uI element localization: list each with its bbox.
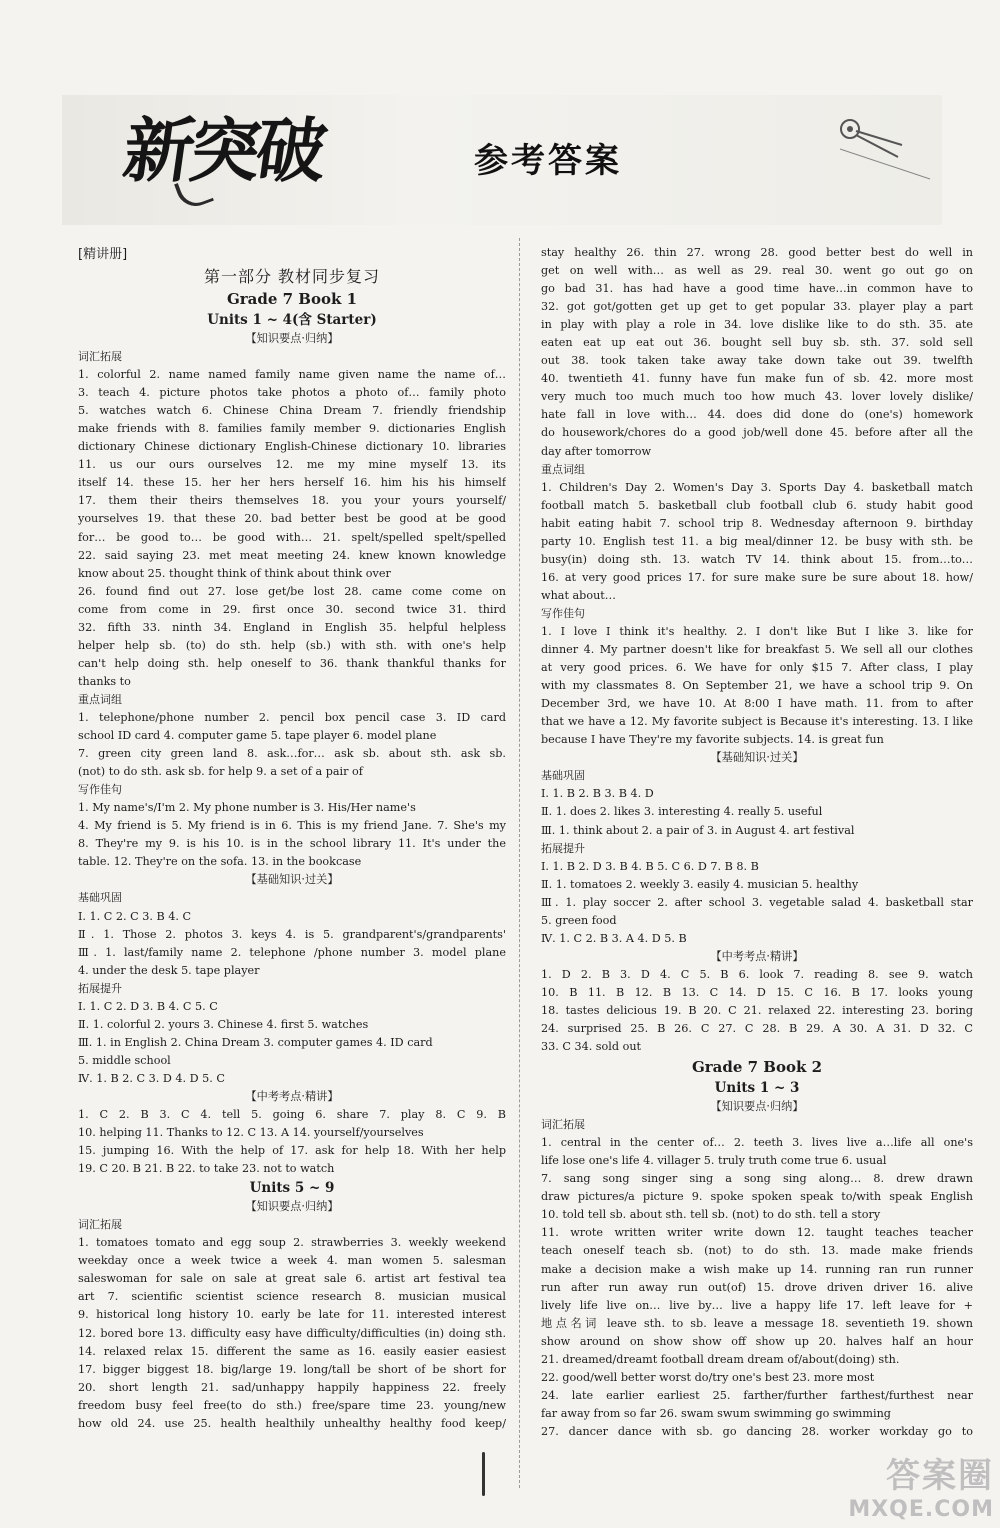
brand-logo: 新突破 [118,109,329,192]
left-part-heading: 第一部分 教材同步复习 [203,267,381,286]
right-answer-line: that we have a 12. My favorite subject is Because it's interesting. 13. I like [541,715,973,729]
right-answer-line: 21. dreamed/dreamt football dream dream of/about(doing) sth. [541,1352,900,1366]
left-answer-line: 1. My name's/I'm 2. My phone number is 3. His/Her name's [78,801,416,815]
right-answer-line: 22. good/well better worst do/try one's best 23. more most [541,1370,875,1384]
right-answer-line: teach oneself teach sb. (not) to do sth. 13. made make friends [541,1244,973,1258]
right-answer-line: run after run away run out(of) 15. drove driven driver 16. alive [541,1280,973,1294]
right-answer-line: very much too much much too how much 43. lover lovely dislike/ [541,390,973,404]
right-answer-line: at very good prices. 6. We have for only $15 7. After class, I play [541,661,973,675]
right-answer-line: 7. sang song singer sing a song sing along… 8. drew drawn [541,1172,973,1186]
left-answer-line: 1. telephone/phone number 2. pencil box pencil case 3. ID card [78,710,506,724]
left-answer-line: art 7. scientific scientist science research 8. musician musical [78,1290,506,1304]
left-answer-line: for… be good to… be good with… 21. spelt/spelled spelt/spelled [78,530,506,544]
left-answer-line: helper help sb. (to) do sth. help (sb.) with sth. with one's help [78,638,506,652]
right-answer-line: 5. green food [541,913,617,927]
right-answer-line: 10. B 11. B 12. B 13. C 14. D 15. C 16. B 17. looks young [541,985,973,999]
watermark [784,1448,994,1528]
right-answer-line: do housework/chores do a good job/well done 45. before after all the [541,426,973,440]
right-answer-line: because I have They're my favorite subjects. 14. is great fun [541,733,884,747]
left-answer-line: 5. watches watch 6. Chinese China Dream 7. friendly friendship [78,404,506,418]
right-section-heading: 词汇拓展 [541,1118,585,1132]
left-answer-line: Ⅲ. 1. last/family name 2. telephone /phone number 3. model plane [78,945,506,959]
left-answer-line: 11. us our ours ourselves 12. me my mine myself 13. its [78,458,506,472]
page-title: 参考答案 [474,141,622,181]
left-volume-tag: [精讲册] [78,247,128,262]
right-section-heading: 基础巩固 [541,769,585,783]
left-answer-line: 17. them their theirs themselves 18. you your yours yourself/ [78,494,506,508]
right-block-heading: 【基础知识·过关】 [710,751,804,765]
right-answer-line: stay healthy 26. thin 27. wrong 28. good better best do well in [541,246,973,259]
left-section-heading: 基础巩固 [78,891,122,905]
right-answer-line: Ⅰ. 1. B 2. B 3. B 4. D [541,787,654,801]
left-units-heading: Units 5 ~ 9 [249,1180,335,1197]
right-answer-line: 1. I love I think it's healthy. 2. I don't like But I like 3. like for [541,624,973,638]
right-section-heading: 重点词组 [541,462,585,476]
left-answer-line: 1. C 2. B 3. C 4. tell 5. going 6. share 7. play 8. C 9. B [78,1108,506,1122]
right-answer-line: draw pictures/a picture 9. spoke spoken speak to/with speak English [541,1190,973,1204]
right-answer-line: with my classmates 8. On September 21, we have a school trip 9. On [541,679,973,693]
left-answer-line: Ⅲ. 1. in English 2. China Dream 3. computer games 4. ID card [78,1035,433,1049]
left-answer-line: 5. middle school [78,1053,171,1067]
right-answer-line: what about… [541,588,616,602]
left-block-heading: 【知识要点·归纳】 [245,1200,339,1214]
left-answer-line: 20. short length 21. sad/unhappy happily happiness 22. freely [78,1380,506,1394]
watermark-url: MXQE.COM [848,1497,994,1522]
left-answer-line: 26. found find out 27. lose get/be lost 28. came come come on [78,584,506,598]
left-section-heading: 写作佳句 [78,783,122,797]
left-answer-line: make friends with 8. families family member 9. dictionaries English [78,422,506,436]
left-answer-line: 7. green city green land 8. ask…for… ask sb. about sth. ask sb. [78,747,506,761]
right-answer-line: 1. D 2. B 3. D 4. C 5. B 6. look 7. reading 8. see 9. watch [541,967,973,981]
left-section-heading: 重点词组 [78,692,122,706]
right-answer-line: go bad 31. has had have a good time have…in common have to [541,282,973,296]
right-answer-line: 27. dancer dance with sb. go dancing 28. worker workday go to [541,1424,973,1438]
left-answer-line: itself 14. these 15. her her hers herself 16. him his his himself [78,476,506,490]
right-answer-line: Ⅰ. 1. B 2. D 3. B 4. B 5. C 6. D 7. B 8. B [541,859,759,873]
right-answer-line: 32. got got/gotten get up get to get popular 33. player play a part [541,300,973,314]
left-answer-line: 10. helping 11. Thanks to 12. C 13. A 14. yourself/yourselves [78,1126,424,1140]
right-answer-line: Ⅳ. 1. C 2. B 3. A 4. D 5. B [541,931,687,945]
left-block-heading: 【中考考点·精讲】 [245,1089,339,1103]
left-answer-line: table. 12. They're on the sofa. 13. in the bookcase [78,855,362,869]
right-answer-line: December 3rd, we have 10. At 8:00 I have math. 11. from to after [541,697,973,711]
left-answer-line: 9. historical long history 10. early be late for 11. interested interest [78,1308,506,1322]
right-answer-line: 16. at very good prices 17. for sure make sure be sure about 18. how/ [541,570,973,584]
left-answer-line: Ⅱ. 1. Those 2. photos 3. keys 4. is 5. grandparent's/grandparents' [78,927,506,941]
watermark-logo: 答案圈 [886,1456,994,1496]
right-answer-line: lively life live on… live by… live a happy life 17. left leave for + [541,1298,973,1312]
left-answer-line: Ⅳ. 1. B 2. C 3. D 4. D 5. C [78,1071,225,1085]
page-mark [482,1452,485,1496]
left-answer-line: 1. tomatoes tomato and egg soup 2. strawberries 3. weekly weekend [78,1236,506,1250]
right-answer-line: 18. tastes delicious 19. B 20. C 21. relaxed 22. interesting 23. boring [541,1003,973,1017]
right-grade-heading: Grade 7 Book 2 [691,1058,823,1077]
left-answer-line: 14. relaxed relax 15. different the same as 16. easily easier easiest [78,1344,506,1358]
left-answer-line: 1. colorful 2. name named family name given name the name of… [78,368,506,382]
right-answer-line: life lose one's life 4. villager 5. truly truth come true 6. usual [541,1154,887,1168]
right-answer-line: 10. told tell sb. about sth. tell sb. (not) to do sth. tell a story [541,1208,881,1222]
left-block-heading: 【知识要点·归纳】 [245,332,339,345]
left-answer-line: school ID card 4. computer game 5. tape player 6. model plane [78,729,437,743]
left-answer-line: Ⅰ. 1. C 2. D 3. B 4. C 5. C [78,999,218,1013]
right-answer-line: out 38. took taken take away take down take out 39. twelfth [541,354,973,368]
left-answer-line: know about 25. thought think of think about think over [78,566,391,580]
left-answer-line: 12. bored bore 13. difficulty easy have difficulty/difficulties (in) doing sth. [78,1326,506,1340]
right-answer-line: 33. C 34. sold out [541,1040,642,1054]
left-units-heading: Units 1 ~ 4(含 Starter) [207,312,377,328]
right-section-heading: 写作佳句 [541,606,585,620]
right-answer-line: far away from so far 26. swam swum swimming go swimming [541,1406,891,1420]
left-answer-line: yourselves 19. that these 20. bad better best be good at be good [78,512,506,526]
right-answer-line: 地点名词 leave sth. to sb. leave a message 18. seventieth 19. shown [541,1316,973,1330]
left-answer-line: thanks to [78,674,131,688]
right-units-heading: Units 1 ~ 3 [714,1080,800,1097]
column-divider [519,238,520,1488]
right-answer-line: dinner 4. My partner doesn't like for breakfast 5. We sell all our clothes [541,643,973,657]
right-answer-line: 1. central in the center of… 2. teeth 3. lives live a…life all one's [541,1136,973,1150]
left-answer-line: 22. said saying 23. met meat meeting 24. knew known knowledge [78,548,506,562]
compass-icon [830,115,940,185]
right-answer-line: eaten eat up eat out 36. bought sell buy sb. sth. 37. sold sell [541,336,973,350]
left-answer-line: 32. fifth 33. ninth 34. England in English 35. helpful helpless [78,620,506,634]
left-answer-line: 3. teach 4. picture photos take photos a photo of… family photo [78,386,506,400]
right-answer-line: Ⅱ. 1. does 2. likes 3. interesting 4. really 5. useful [541,805,823,819]
right-section-heading: 拓展提升 [541,841,585,855]
left-grade-heading: Grade 7 Book 1 [226,290,358,308]
left-section-heading: 拓展提升 [78,981,122,995]
left-answer-line: saleswoman for sale on sale at great sale 6. artist art festival tea [78,1272,506,1286]
left-answer-line: dictionary Chinese dictionary English-Chinese dictionary 10. libraries [78,440,506,454]
left-answer-line: Ⅰ. 1. C 2. C 3. B 4. C [78,909,192,923]
left-block-heading: 【基础知识·过关】 [245,873,339,887]
right-answer-line: busy(in) doing sth. 13. watch TV 14. think about 15. from…to… [541,552,973,566]
right-answer-line: Ⅱ. 1. tomatoes 2. weekly 3. easily 4. musician 5. healthy [541,877,859,891]
right-answer-line: 11. wrote written writer write down 12. taught teaches teacher [541,1226,973,1240]
right-answer-line: in play with play a role in 34. love dislike like to do sth. 35. ate [541,318,973,332]
left-answer-line: come from come in 29. first once 30. second twice 31. third [78,602,506,616]
right-answer-line: 24. late earlier earliest 25. farther/further farthest/furthest near [541,1388,973,1402]
left-answer-line: 8. They're my 9. is his 10. is in the school library 11. It's under the [78,837,506,851]
right-answer-line: Ⅲ. 1. think about 2. a pair of 3. in August 4. art festival [541,823,855,837]
right-answer-line: 1. Children's Day 2. Women's Day 3. Sports Day 4. basketball match [541,480,973,494]
answer-column-left [78,244,506,1433]
right-answer-line: 40. twentieth 41. funny have fun make fun of sb. 42. more most [541,372,973,386]
right-answer-line: Ⅲ. 1. play soccer 2. after school 3. vegetable salad 4. basketball star [541,895,973,909]
right-answer-line: day after tomorrow [541,444,652,458]
right-answer-line: show around on show show off show up 20. halves half an hour [541,1334,973,1348]
left-section-heading: 词汇拓展 [78,1218,122,1232]
left-answer-line: how old 24. use 25. health healthily unhealthy healthy food keep/ [78,1416,506,1430]
left-answer-line: 4. My friend is 5. My friend is in 6. This is my friend Jane. 7. She's my [78,819,506,833]
right-answer-line: make a decision make a wish make up 14. running ran run runner [541,1262,973,1276]
right-answer-line: party 10. English test 11. a big meal/dinner 12. be busy with sth. be [541,534,973,548]
right-answer-line: 24. surprised 25. B 26. C 27. C 28. B 29. A 30. A 31. D 32. C [541,1022,973,1036]
right-answer-line: get on well with… as well as 29. real 30. went go out go on [541,264,973,278]
right-answer-line: hate fall in love with… 44. does did done do (one's) homework [541,408,973,422]
left-answer-line: can't help doing sth. help oneself to 36. thank thankful thanks for [78,656,506,670]
left-answer-line: (not) to do sth. ask sb. for help 9. a set of a pair of [78,765,363,779]
left-answer-line: 17. bigger biggest 18. big/large 19. long/tall be short of be short for [78,1362,506,1376]
left-answer-line: 19. C 20. B 21. B 22. to take 23. not to watch [78,1162,335,1176]
left-answer-line: freedom busy feel free(to do sth.) free/spare time 23. young/new [78,1398,506,1412]
answer-column-right [541,244,973,1441]
left-section-heading: 词汇拓展 [78,350,122,364]
left-answer-line: weekday once a week twice a week 4. man women 5. salesman [78,1254,506,1268]
right-block-heading: 【中考考点·精讲】 [710,949,804,963]
left-answer-line: 4. under the desk 5. tape player [78,963,260,977]
left-answer-line: Ⅱ. 1. colorful 2. yours 3. Chinese 4. first 5. watches [78,1017,369,1031]
right-block-heading: 【知识要点·归纳】 [710,1100,804,1114]
right-answer-line: habit eating habit 7. school trip 8. Wednesday afternoon 9. birthday [541,516,973,530]
right-answer-line: football match 5. basketball club football club 6. study habit good [541,498,973,512]
left-answer-line: 15. jumping 16. With the help of 17. ask for help 18. With her help [78,1144,506,1158]
